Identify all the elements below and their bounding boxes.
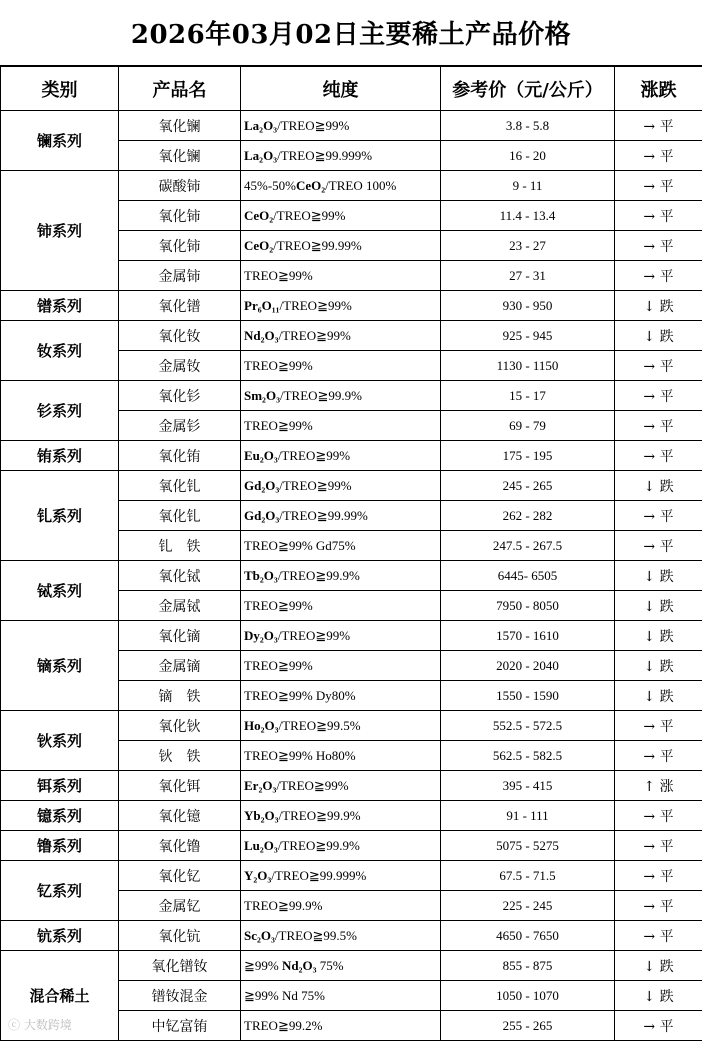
purity-cell (241, 831, 441, 861)
category-cell: 镱系列 (1, 801, 119, 831)
price-cell: 245 - 265 (441, 471, 615, 501)
purity-cell (241, 771, 441, 801)
purity-text: TREO≧99% Dy80% (244, 688, 356, 703)
trend-cell: ↓ 跌 (615, 591, 702, 621)
purity-cell (241, 741, 441, 771)
trend-cell: → 平 (615, 261, 702, 291)
category-cell: 钪系列 (1, 921, 119, 951)
product-name-cell: 金属镝 (119, 651, 241, 681)
product-name-cell: 氧化铒 (119, 771, 241, 801)
trend-cell: → 平 (615, 501, 702, 531)
product-name-cell: 金属钇 (119, 891, 241, 921)
product-name-cell: 氧化钆 (119, 471, 241, 501)
table-body (1, 111, 702, 1041)
purity-text: /TREO 100% (325, 178, 396, 193)
price-cell: 262 - 282 (441, 501, 615, 531)
price-cell: 7950 - 8050 (441, 591, 615, 621)
product-name-cell: 钆 铁 (119, 531, 241, 561)
price-cell: 15 - 17 (441, 381, 615, 411)
purity-cell (241, 531, 441, 561)
purity-text: /TREO≧99% (280, 298, 352, 313)
price-cell: 9 - 11 (441, 171, 615, 201)
product-name-cell: 氧化钐 (119, 381, 241, 411)
category-cell: 钆系列 (1, 471, 119, 561)
price-cell: 2020 - 2040 (441, 651, 615, 681)
purity-cell (241, 441, 441, 471)
table-row (1, 711, 702, 741)
chemical-formula: Sm₂O₃ (244, 388, 280, 403)
trend-cell: ↓ 跌 (615, 621, 702, 651)
table-row (1, 921, 702, 951)
price-cell: 5075 - 5275 (441, 831, 615, 861)
price-cell: 395 - 415 (441, 771, 615, 801)
product-name-cell: 氧化镨钕 (119, 951, 241, 981)
purity-cell (241, 951, 441, 981)
category-cell: 钕系列 (1, 321, 119, 381)
table-row (1, 951, 702, 981)
table-row (1, 561, 702, 591)
table-row (1, 771, 702, 801)
purity-cell (241, 621, 441, 651)
product-name-cell: 金属钐 (119, 411, 241, 441)
purity-cell (241, 171, 441, 201)
purity-cell (241, 651, 441, 681)
category-cell: 镨系列 (1, 291, 119, 321)
product-name-cell: 金属铈 (119, 261, 241, 291)
trend-cell: → 平 (615, 141, 702, 171)
page-title: 2026年03月02日主要稀土产品价格 (0, 0, 702, 66)
purity-text: /TREO≧99% (273, 208, 345, 223)
price-cell: 855 - 875 (441, 951, 615, 981)
purity-text: /TREO≧99.99% (279, 508, 368, 523)
product-name-cell: 氧化铕 (119, 441, 241, 471)
purity-cell (241, 981, 441, 1011)
category-cell: 混合稀土 (1, 951, 119, 1041)
header-trend: 涨跌 (615, 67, 702, 111)
chemical-formula: Nd₂O₃ (282, 958, 317, 973)
product-name-cell: 氧化钇 (119, 861, 241, 891)
purity-text: TREO≧99% (244, 268, 313, 283)
trend-cell: → 平 (615, 891, 702, 921)
product-name-cell: 氧化钆 (119, 501, 241, 531)
product-name-cell: 氧化钬 (119, 711, 241, 741)
purity-cell (241, 201, 441, 231)
chemical-formula: Eu₂O₃ (244, 448, 278, 463)
purity-cell (241, 681, 441, 711)
header-purity: 纯度 (241, 67, 441, 111)
trend-cell: → 平 (615, 171, 702, 201)
trend-cell: → 平 (615, 711, 702, 741)
price-cell: 247.5 - 267.5 (441, 531, 615, 561)
purity-cell (241, 291, 441, 321)
purity-text: TREO≧99% Gd75% (244, 538, 356, 553)
price-cell: 67.5 - 71.5 (441, 861, 615, 891)
purity-text: TREO≧99% (244, 358, 313, 373)
purity-text: /TREO≧99% (277, 118, 349, 133)
trend-cell: ↓ 跌 (615, 651, 702, 681)
price-cell: 925 - 945 (441, 321, 615, 351)
chemical-formula: La₂O₃ (244, 118, 277, 133)
table-row (1, 111, 702, 141)
trend-cell: → 平 (615, 411, 702, 441)
chemical-formula: Lu₂O₃ (244, 838, 278, 853)
purity-text: /TREO≧99.9% (280, 388, 362, 403)
price-cell: 552.5 - 572.5 (441, 711, 615, 741)
chemical-formula: CeO₂ (244, 238, 273, 253)
price-cell: 69 - 79 (441, 411, 615, 441)
trend-cell: → 平 (615, 351, 702, 381)
category-cell: 镝系列 (1, 621, 119, 711)
trend-cell: → 平 (615, 831, 702, 861)
price-cell: 255 - 265 (441, 1011, 615, 1041)
product-name-cell: 氧化镥 (119, 831, 241, 861)
price-cell: 91 - 111 (441, 801, 615, 831)
purity-cell (241, 801, 441, 831)
trend-cell: ↓ 跌 (615, 291, 702, 321)
price-cell: 175 - 195 (441, 441, 615, 471)
product-name-cell: 氧化镱 (119, 801, 241, 831)
purity-text: /TREO≧99.999% (277, 148, 372, 163)
table-row (1, 861, 702, 891)
price-cell: 562.5 - 582.5 (441, 741, 615, 771)
price-cell: 11.4 - 13.4 (441, 201, 615, 231)
product-name-cell: 金属钕 (119, 351, 241, 381)
purity-cell (241, 501, 441, 531)
chemical-formula: CeO₂ (296, 178, 325, 193)
purity-text: /TREO≧99% (276, 778, 348, 793)
chemical-formula: Sc₂O₃ (244, 928, 275, 943)
category-cell: 镥系列 (1, 831, 119, 861)
price-cell: 930 - 950 (441, 291, 615, 321)
purity-text: /TREO≧99.999% (271, 868, 366, 883)
trend-cell: → 平 (615, 801, 702, 831)
purity-text: /TREO≧99% (279, 478, 351, 493)
chemical-formula: Gd₂O₃ (244, 508, 279, 523)
header-category: 类别 (1, 67, 119, 111)
chemical-formula: CeO₂ (244, 208, 273, 223)
product-name-cell: 氧化铽 (119, 561, 241, 591)
chemical-formula: Er₂O₃ (244, 778, 276, 793)
trend-cell: → 平 (615, 531, 702, 561)
category-cell: 铽系列 (1, 561, 119, 621)
purity-cell (241, 261, 441, 291)
chemical-formula: Y₂O₃ (244, 868, 271, 883)
product-name-cell: 氧化铈 (119, 201, 241, 231)
chemical-formula: Gd₂O₃ (244, 478, 279, 493)
chemical-formula: Nd₂O₃ (244, 328, 279, 343)
header-price: 参考价（元/公斤） (441, 67, 615, 111)
trend-cell: → 平 (615, 231, 702, 261)
product-name-cell: 钬 铁 (119, 741, 241, 771)
purity-text: ≧99% Nd 75% (244, 988, 325, 1003)
purity-prefix: 45%-50% (244, 178, 296, 193)
purity-text: /TREO≧99.9% (278, 838, 360, 853)
table-row (1, 471, 702, 501)
purity-cell (241, 231, 441, 261)
price-cell: 1130 - 1150 (441, 351, 615, 381)
purity-cell (241, 591, 441, 621)
purity-text: TREO≧99% (244, 418, 313, 433)
price-table (0, 66, 702, 1041)
table-row (1, 321, 702, 351)
purity-text: TREO≧99% (244, 598, 313, 613)
product-name-cell: 氧化铈 (119, 231, 241, 261)
price-cell: 1550 - 1590 (441, 681, 615, 711)
category-cell: 铒系列 (1, 771, 119, 801)
category-cell: 钐系列 (1, 381, 119, 441)
trend-cell: → 平 (615, 381, 702, 411)
purity-prefix: ≧99% (244, 958, 282, 973)
purity-cell (241, 351, 441, 381)
product-name-cell: 中钇富铕 (119, 1011, 241, 1041)
price-cell: 1050 - 1070 (441, 981, 615, 1011)
purity-text: /TREO≧99.5% (279, 718, 361, 733)
category-cell: 钬系列 (1, 711, 119, 771)
purity-text: TREO≧99.9% (244, 898, 322, 913)
chemical-formula: La₂O₃ (244, 148, 277, 163)
purity-text: /TREO≧99.5% (275, 928, 357, 943)
watermark-text: 大数跨境 (24, 1018, 72, 1032)
category-cell: 铕系列 (1, 441, 119, 471)
trend-cell: → 平 (615, 921, 702, 951)
purity-text: 75% (317, 958, 344, 973)
trend-cell: ↓ 跌 (615, 951, 702, 981)
table-row (1, 171, 702, 201)
price-cell: 23 - 27 (441, 231, 615, 261)
purity-cell (241, 561, 441, 591)
product-name-cell: 氧化钕 (119, 321, 241, 351)
purity-cell (241, 891, 441, 921)
chemical-formula: Pr₆O₁₁ (244, 298, 280, 313)
watermark (8, 1016, 72, 1033)
product-name-cell: 氧化镝 (119, 621, 241, 651)
purity-text: /TREO≧99.9% (279, 808, 361, 823)
trend-cell: ↓ 跌 (615, 321, 702, 351)
header-product: 产品名 (119, 67, 241, 111)
price-cell: 16 - 20 (441, 141, 615, 171)
table-row (1, 441, 702, 471)
product-name-cell: 氧化镨 (119, 291, 241, 321)
price-cell: 27 - 31 (441, 261, 615, 291)
trend-cell: ↓ 跌 (615, 471, 702, 501)
watermark-icon: ⓒ (8, 1018, 24, 1032)
purity-cell (241, 921, 441, 951)
table-row (1, 381, 702, 411)
table-row (1, 621, 702, 651)
table-row (1, 291, 702, 321)
purity-text: TREO≧99% Ho80% (244, 748, 356, 763)
trend-cell: → 平 (615, 201, 702, 231)
purity-text: TREO≧99% (244, 658, 313, 673)
purity-text: /TREO≧99.99% (273, 238, 362, 253)
product-name-cell: 氧化镧 (119, 111, 241, 141)
table-row (1, 801, 702, 831)
trend-cell: → 平 (615, 861, 702, 891)
trend-cell: → 平 (615, 1011, 702, 1041)
price-cell: 4650 - 7650 (441, 921, 615, 951)
chemical-formula: Yb₂O₃ (244, 808, 279, 823)
trend-cell: ↓ 跌 (615, 681, 702, 711)
product-name-cell: 镝 铁 (119, 681, 241, 711)
purity-cell (241, 381, 441, 411)
purity-cell (241, 471, 441, 501)
price-cell: 3.8 - 5.8 (441, 111, 615, 141)
trend-cell: ↓ 跌 (615, 561, 702, 591)
purity-text: /TREO≧99% (278, 628, 350, 643)
product-name-cell: 氧化镧 (119, 141, 241, 171)
header-row (1, 67, 702, 111)
trend-cell: ↓ 跌 (615, 981, 702, 1011)
trend-cell: ↑ 涨 (615, 771, 702, 801)
price-cell: 1570 - 1610 (441, 621, 615, 651)
purity-cell (241, 141, 441, 171)
price-cell: 6445- 6505 (441, 561, 615, 591)
purity-text: TREO≧99.2% (244, 1018, 322, 1033)
category-cell: 铈系列 (1, 171, 119, 291)
product-name-cell: 镨钕混金 (119, 981, 241, 1011)
trend-cell: → 平 (615, 441, 702, 471)
purity-cell (241, 321, 441, 351)
product-name-cell: 碳酸铈 (119, 171, 241, 201)
price-cell: 225 - 245 (441, 891, 615, 921)
chemical-formula: Ho₂O₃ (244, 718, 279, 733)
purity-cell (241, 861, 441, 891)
trend-cell: → 平 (615, 111, 702, 141)
product-name-cell: 氧化钪 (119, 921, 241, 951)
chemical-formula: Dy₂O₃ (244, 628, 278, 643)
purity-cell (241, 411, 441, 441)
trend-cell: → 平 (615, 741, 702, 771)
product-name-cell: 金属铽 (119, 591, 241, 621)
purity-cell (241, 1011, 441, 1041)
purity-cell (241, 111, 441, 141)
category-cell: 钇系列 (1, 861, 119, 921)
purity-text: /TREO≧99.9% (278, 568, 360, 583)
purity-text: /TREO≧99% (278, 448, 350, 463)
table-row (1, 831, 702, 861)
category-cell: 镧系列 (1, 111, 119, 171)
chemical-formula: Tb₂O₃ (244, 568, 278, 583)
purity-text: /TREO≧99% (279, 328, 351, 343)
purity-cell (241, 711, 441, 741)
